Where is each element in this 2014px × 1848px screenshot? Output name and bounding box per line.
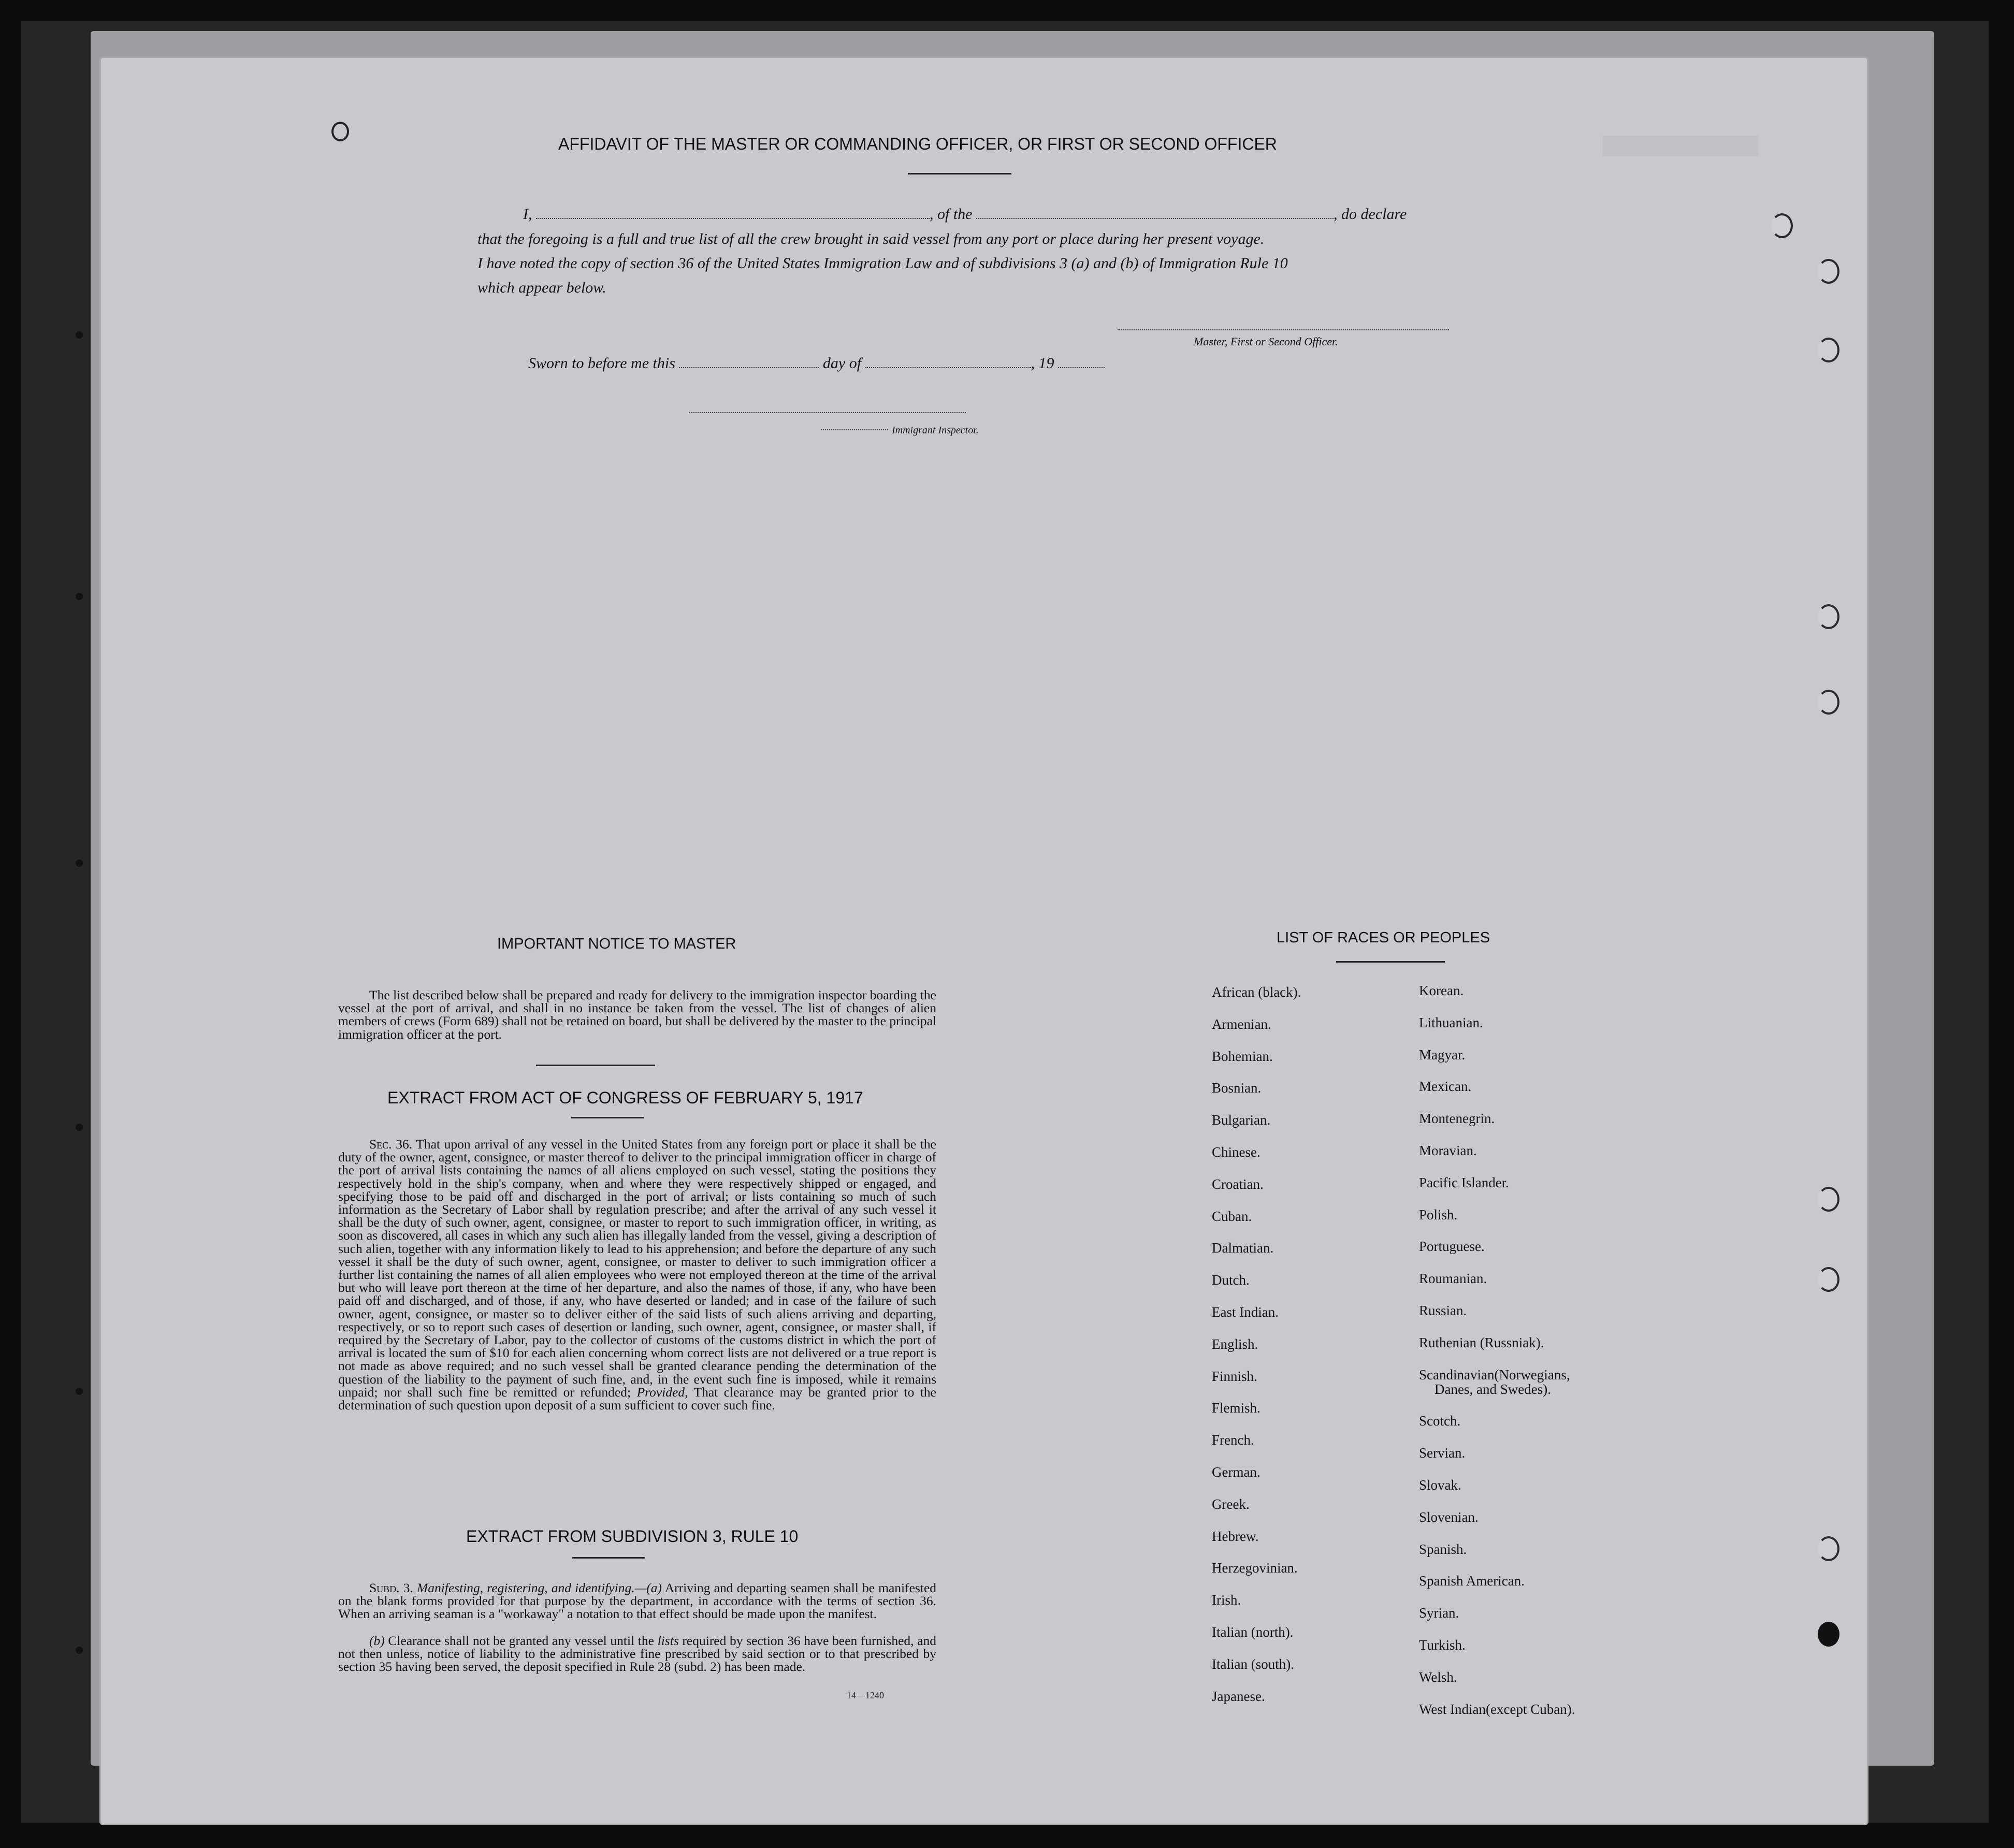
race-item: Finnish. — [1212, 1368, 1257, 1384]
para-b-text-2: required by section 36 have been furnished, and not then unless, notice of liability to the administrative fine prescribed by said section or to that prescribed by section 35 having been served, the deposit specified in Rule 28 (subd. 2) has been made. — [338, 1633, 937, 1675]
act-extract-text — [338, 1138, 936, 1412]
race-item: Dalmatian. — [1212, 1240, 1274, 1256]
rule-extract-para-a — [338, 1581, 936, 1621]
punch-hole — [1818, 1536, 1839, 1561]
race-item: Herzegovinian. — [1212, 1560, 1298, 1576]
rule-extract-rule — [572, 1557, 645, 1559]
affidavit-title-rule — [908, 173, 1011, 174]
race-item: Spanish American. — [1419, 1573, 1525, 1589]
race-item: Flemish. — [1212, 1400, 1260, 1416]
race-item: Servian. — [1419, 1445, 1466, 1461]
race-item: Magyar. — [1419, 1046, 1466, 1063]
declaration-line-2: that the foregoing is a full and true list of all the crew brought in said vessel from any port or place during her present voyage. — [477, 230, 1265, 248]
punch-hole — [1818, 338, 1839, 362]
race-item: Armenian. — [1212, 1016, 1271, 1032]
race-item: Korean. — [1419, 983, 1464, 998]
race-item: Hebrew. — [1212, 1528, 1259, 1544]
race-item: Mexican. — [1419, 1079, 1472, 1095]
bleed-through-marks — [1603, 136, 1758, 156]
race-item: Pacific Islander. — [1419, 1174, 1509, 1190]
declaration-line-1 — [523, 206, 1407, 223]
punch-hole — [1771, 213, 1793, 238]
declaration-line-4: which appear below. — [477, 279, 606, 296]
sworn-year-field[interactable] — [1058, 355, 1105, 368]
sworn-line — [528, 355, 1105, 372]
race-item: Bosnian. — [1212, 1080, 1262, 1096]
race-item: Slovak. — [1419, 1477, 1461, 1493]
race-item: Ruthenian (Russniak). — [1419, 1334, 1544, 1350]
act-extract-title: EXTRACT FROM ACT OF CONGRESS OF FEBRUARY 5, 1917 — [387, 1088, 863, 1107]
race-item: English. — [1212, 1336, 1258, 1352]
races-title: LIST OF RACES OR PEOPLES — [1277, 929, 1490, 946]
punch-hole — [1818, 1267, 1839, 1292]
proviso-word: Provided, — [636, 1384, 688, 1400]
race-item: Bohemian. — [1212, 1048, 1273, 1064]
inspector-signature-line[interactable] — [689, 400, 966, 413]
subd-heading: Manifesting, registering, and identifying.—(a) — [416, 1580, 662, 1595]
race-item: Montenegrin. — [1419, 1111, 1495, 1127]
punch-hole — [1818, 604, 1839, 629]
sworn-day-field[interactable] — [679, 355, 819, 368]
vessel-field[interactable] — [976, 206, 1334, 219]
race-item: Russian. — [1419, 1303, 1467, 1318]
binder-dot — [76, 1647, 83, 1654]
binder-dot — [76, 860, 83, 867]
sworn-label: Sworn to before me this — [528, 355, 675, 372]
race-item: Spanish. — [1419, 1541, 1467, 1557]
punch-hole — [1818, 690, 1839, 715]
race-item: Turkish. — [1419, 1637, 1466, 1653]
race-item: Moravian. — [1419, 1143, 1477, 1158]
binder-dot — [331, 122, 349, 141]
day-of-label: day of — [822, 355, 862, 372]
race-item: Portuguese. — [1419, 1239, 1485, 1255]
punch-hole — [1818, 1187, 1839, 1212]
race-item: Roumanian. — [1419, 1271, 1487, 1287]
inspector-caption: Immigrant Inspector. — [892, 425, 979, 436]
races-title-rule — [1336, 961, 1445, 963]
subd-label: Subd. 3. — [369, 1580, 413, 1595]
notice-rule — [536, 1065, 655, 1066]
year-label: , 19 — [1031, 355, 1054, 372]
rule-extract-title: EXTRACT FROM SUBDIVISION 3, RULE 10 — [466, 1527, 799, 1546]
race-item: African (black). — [1212, 984, 1301, 1000]
race-item: Danes, and Swedes). — [1435, 1381, 1551, 1397]
officer-signature-caption: Master, First or Second Officer. — [1194, 335, 1338, 348]
binder-dot — [76, 1124, 83, 1131]
officer-signature-line[interactable] — [1118, 317, 1449, 330]
race-item: Scotch. — [1419, 1413, 1461, 1429]
do-declare-label: , do declare — [1334, 206, 1407, 223]
race-item: Irish. — [1212, 1592, 1241, 1608]
para-b-lists: lists — [657, 1633, 679, 1648]
race-item: Chinese. — [1212, 1144, 1260, 1160]
act-extract-rule — [571, 1117, 644, 1118]
form-number: 14—1240 — [847, 1690, 884, 1700]
race-item: Italian (north). — [1212, 1624, 1294, 1640]
binder-dot — [76, 331, 83, 339]
notice-title: IMPORTANT NOTICE TO MASTER — [497, 936, 736, 952]
race-item: West Indian(except Cuban). — [1419, 1701, 1575, 1717]
race-item: Bulgarian. — [1212, 1112, 1271, 1128]
declaration-line-3: I have noted the copy of section 36 of the United States Immigration Law and of subdivisions 3 (a) and (b) of Immigration Rule 10 — [477, 255, 1288, 272]
section-36-body: That upon arrival of any vessel in the United States from any foreign port or place it shall be the duty of the owner, agent, consignee, or master thereof to deliver to the principal immigration officer in charge of the port of arrival lists containing the names of all aliens employed on such vessel, stating the positions they respectively hold in the ship's company, when and where they were respectively shipped or engaged, and specifying those to be paid off and discharged in the port of arrival; or lists containing so much of such information as the Secretary of Labor shall by regulation prescribe; and after the arrival of any such vessel it shall be the duty of such owner, agent, consignee, or master to report to such immigration officer, in writing, as soon as discovered, all cases in which any such alien has illegally landed from the vessel, giving a description of such alien, together with any information likely to lead to his apprehension; and before the departure of any such vessel it shall be the duty of such owner, agent, consignee, or master to deliver to such immigration officer a further list containing the names of all alien employees who were not employed thereon at the time of the arrival but who will leave port thereon at the time of her departure, and also the names of those, if any, who have been paid off and discharged, and of those, if any, who have deserted or landed; and in case of the failure of such owner, agent, consignee, or master so to deliver either of the said lists of such aliens arriving and departing, respectively, or so to report such cases of desertion or landing, such owner, agent, consignee, or master shall, if required by the Secretary of Labor, pay to the collector of customs of the customs district in which the port of arrival is located the sum of $10 for each alien concerning whom correct lists are not delivered or a true report is not made as above required; and no such vessel shall be granted clearance pending the determination of the question of the liability to the payment of such fine, and, in the event such fine is imposed, while it remains unpaid; nor shall such fine be remitted or refunded; — [338, 1137, 936, 1400]
name-field[interactable] — [536, 206, 930, 219]
race-item: Lithuanian. — [1419, 1014, 1483, 1030]
race-item: Croatian. — [1212, 1176, 1264, 1192]
para-a-text: Arriving and departing seamen shall be manifested on the blank forms provided for that purpose by the department, in accordance with the terms of section 36. When an arriving seaman is a "workaway" a notation to that effect should be made upon the manifest. — [338, 1580, 937, 1622]
race-item: Polish. — [1419, 1206, 1458, 1223]
race-item: East Indian. — [1212, 1304, 1279, 1320]
notice-text: The list described below shall be prepared and ready for delivery to the immigration inspector boarding the vessel at the port of arrival, and shall in no instance be taken from the vessel. The list of changes of alien members of crews (Form 689) shall not be retained on board, but shall be delivered by the master to the principal immigration officer at the port. — [338, 987, 936, 1042]
of-the-label: , of the — [930, 206, 973, 223]
race-item: Italian (south). — [1212, 1656, 1294, 1672]
race-item: Syrian. — [1419, 1605, 1459, 1621]
race-item: French. — [1212, 1432, 1254, 1448]
race-item: Japanese. — [1212, 1688, 1265, 1704]
proviso-text: That clearance may be granted prior to the determination of such question upon deposit of a sum sufficient to cover such fine. — [338, 1384, 936, 1413]
section-label: Sec. 36. — [369, 1137, 413, 1152]
binder-dot — [76, 593, 83, 600]
race-item: German. — [1212, 1464, 1260, 1480]
race-item: Welsh. — [1419, 1669, 1457, 1685]
para-b-label: (b) — [369, 1633, 385, 1648]
race-item: Dutch. — [1212, 1272, 1250, 1288]
i-label: I, — [523, 206, 532, 223]
race-item: Slovenian. — [1419, 1509, 1479, 1525]
race-item: Greek. — [1212, 1496, 1250, 1512]
inspector-signature-line-2[interactable] — [821, 422, 888, 430]
form-page — [101, 58, 1867, 1824]
punch-hole — [1818, 259, 1839, 284]
rule-extract-para-b — [338, 1634, 936, 1674]
sworn-month-field[interactable] — [865, 355, 1031, 368]
para-b-text-1: Clearance shall not be granted any vessel until the — [388, 1633, 654, 1648]
affidavit-title: AFFIDAVIT OF THE MASTER OR COMMANDING OFFICER, OR FIRST OR SECOND OFFICER — [558, 135, 1277, 153]
race-item: Scandinavian(Norwegians, — [1419, 1366, 1570, 1383]
punch-hole — [1818, 1622, 1839, 1647]
binder-dot — [76, 1388, 83, 1395]
race-item: Cuban. — [1212, 1208, 1252, 1224]
